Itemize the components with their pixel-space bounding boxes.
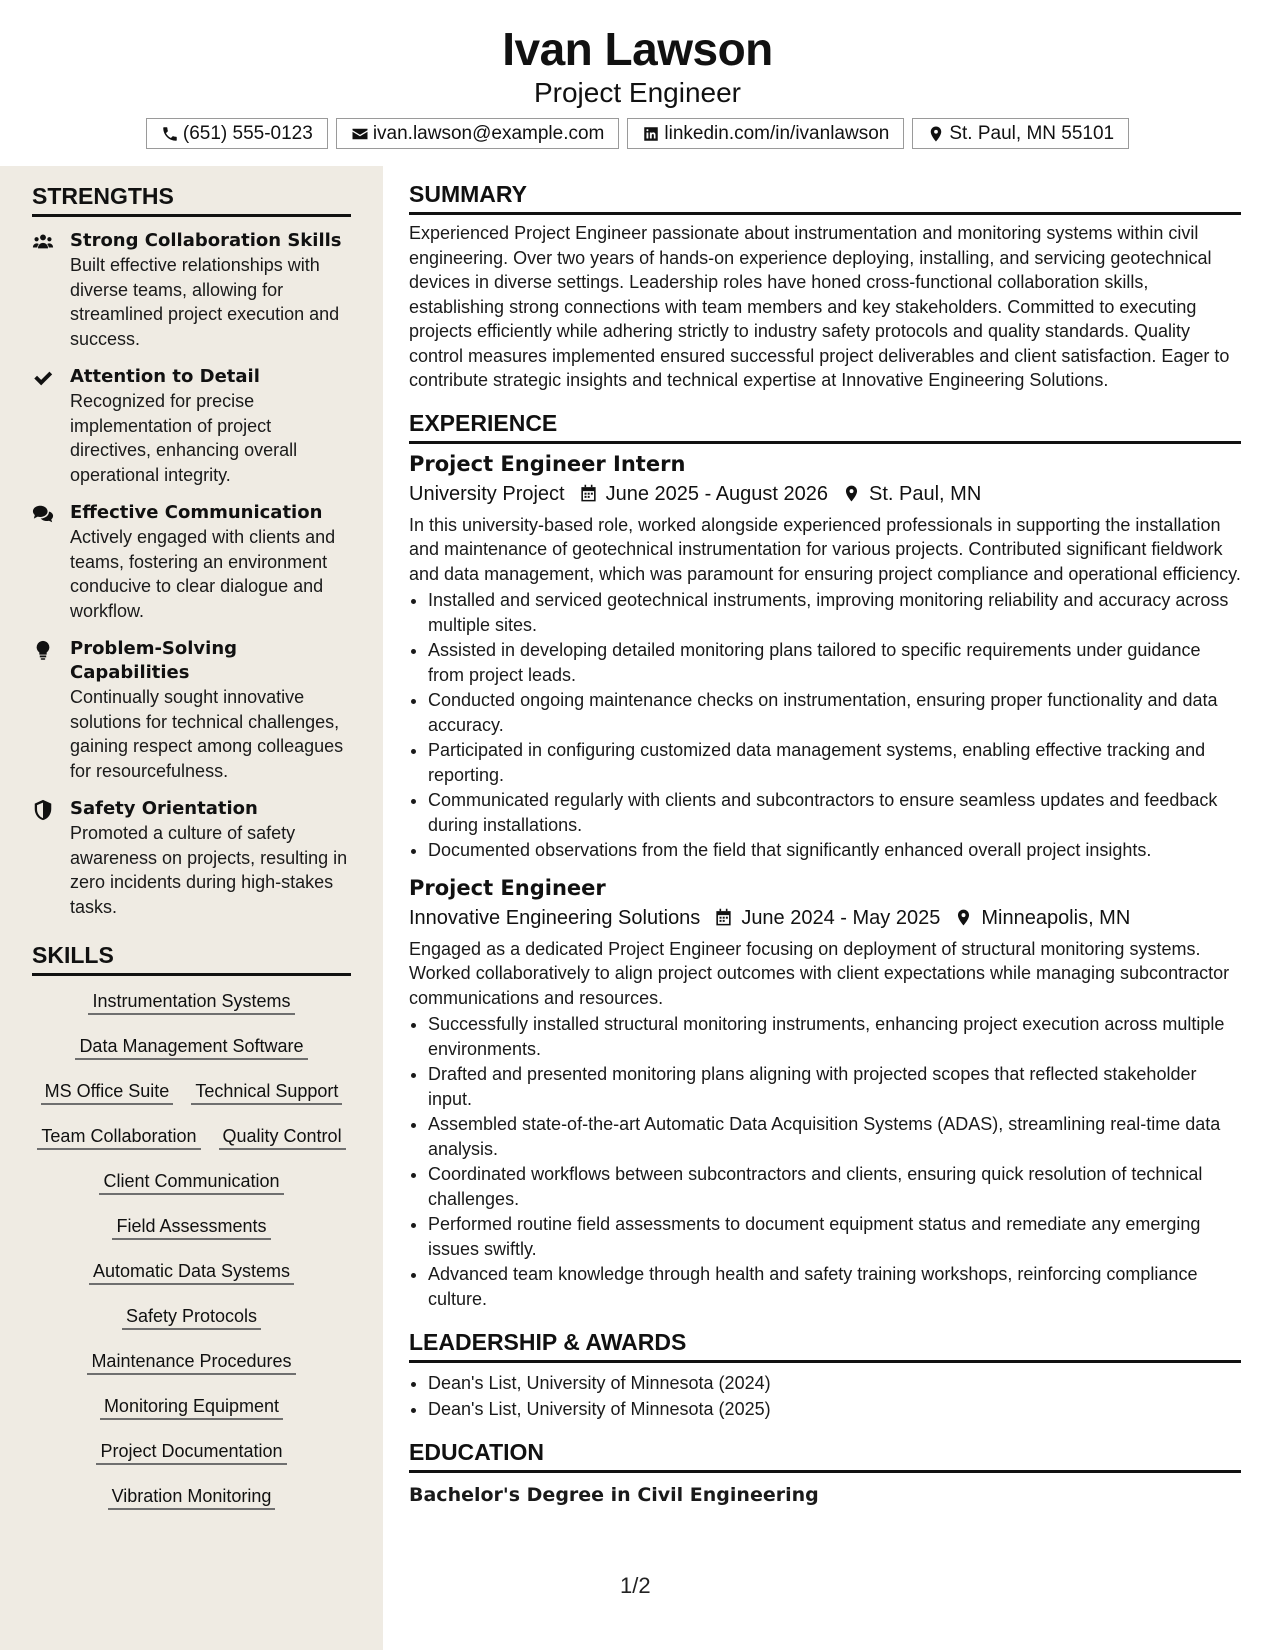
map-pin-icon (927, 125, 945, 143)
main-content (409, 178, 1241, 1509)
contact-bar (0, 118, 1275, 149)
education-degree: Bachelor's Degree in Civil Engineering (409, 1484, 819, 1506)
skill-tag: Project Documentation (96, 1440, 286, 1465)
job-org: University Project (409, 482, 565, 505)
job-title: Project Engineer (409, 875, 606, 900)
contact-phone[interactable] (146, 118, 328, 149)
list-item: • Successfully installed structural monitoring instruments, enhancing project execution across multiple environments. (428, 1012, 1241, 1061)
list-item: • Coordinated workflows between subcontractors and clients, ensuring quick resolution of technical challenges. (428, 1162, 1241, 1211)
job-location: Minneapolis, MN (981, 906, 1131, 929)
awards-list (409, 1371, 1241, 1421)
job-description: In this university-based role, worked alongside experienced professionals in supporting the installation and maintenance of geotechnical instrumentation for various projects. Contributed significant fieldwork and data management, which was paramount for ensuring project compliance and operational efficiency. (409, 514, 1241, 584)
strength-item (32, 229, 353, 351)
skill-tag: Team Collaboration (37, 1125, 200, 1150)
list-item: • Assisted in developing detailed monitoring plans tailored to specific requirements under guidance from project leads. (428, 638, 1241, 687)
job-org: Innovative Engineering Solutions (409, 906, 701, 929)
summary-text: Experienced Project Engineer passionate about instrumentation and monitoring systems within civil engineering. Over two years of hands-on experience deploying, installing, and servicing geotechnical devices in diverse settings. Leadership roles have honed cross-functional collaboration skills, establishing strong connections with team members and key stakeholders. Committed to executing projects efficiently while adhering strictly to industry safety protocols and quality standards. Quality control measures implemented ensured successful project deliverables and client satisfaction. Eager to contribute strategic insights and technical expertise at Innovative Engineering Solutions. (409, 223, 1230, 390)
strength-desc: Built effective relationships with diverse teams, allowing for streamlined project execution and success. (70, 255, 340, 349)
skill-tag: Data Management Software (75, 1035, 307, 1060)
skill-tag: MS Office Suite (41, 1080, 174, 1105)
skill-tag: Vibration Monitoring (108, 1485, 276, 1510)
sidebar (0, 166, 383, 1650)
users-icon (32, 231, 54, 253)
skill-tag: Quality Control (219, 1125, 346, 1150)
job-bullets (409, 1012, 1241, 1311)
skills-heading: SKILLS (32, 939, 351, 976)
calendar-icon (579, 484, 598, 503)
strength-item (32, 365, 353, 487)
strength-title: Problem-Solving Capabilities (70, 638, 238, 683)
envelope-icon (351, 125, 369, 143)
skill-tag: Client Communication (99, 1170, 283, 1195)
list-item: • Communicated regularly with clients and subcontractors to ensure seamless updates and feedback during installations. (428, 788, 1241, 837)
job-bullets (409, 588, 1241, 863)
skill-tag: Monitoring Equipment (100, 1395, 283, 1420)
skill-tag: Instrumentation Systems (88, 990, 294, 1015)
strength-desc: Actively engaged with clients and teams, fostering an environment conducive to clear dialogue and workflow. (70, 527, 336, 621)
job-entry (409, 874, 1241, 1312)
job-title: Project Engineer Intern (409, 451, 686, 476)
map-pin-icon (954, 908, 973, 927)
strengths-heading: STRENGTHS (32, 180, 351, 217)
checkmark-icon (32, 367, 54, 389)
strength-item (32, 501, 353, 623)
skill-tag: Field Assessments (112, 1215, 270, 1240)
list-item: • Dean's List, University of Minnesota (2024) (428, 1371, 1241, 1396)
strength-item (32, 797, 353, 919)
list-item: • Installed and serviced geotechnical instruments, improving monitoring reliability and accuracy across multiple sites. (428, 588, 1241, 637)
page-number: 1/2 (620, 1573, 651, 1598)
location-text: St. Paul, MN 55101 (949, 122, 1115, 144)
contact-linkedin[interactable] (627, 118, 904, 149)
candidate-role: Project Engineer (533, 77, 741, 108)
list-item: • Dean's List, University of Minnesota (2025) (428, 1397, 1241, 1422)
linkedin-text: linkedin.com/in/ivanlawson (664, 122, 890, 144)
linkedin-icon (642, 125, 660, 143)
contact-email[interactable] (336, 118, 620, 149)
chat-bubbles-icon (32, 503, 54, 525)
job-meta (409, 903, 1241, 933)
job-entry (409, 450, 1241, 863)
list-item: • Assembled state-of-the-art Automatic Data Acquisition Systems (ADAS), streamlining real-time data analysis. (428, 1112, 1241, 1161)
list-item: • Conducted ongoing maintenance checks on instrumentation, ensuring proper functionality and data accuracy. (428, 688, 1241, 737)
shield-icon (32, 799, 54, 821)
skill-tag: Automatic Data Systems (89, 1260, 294, 1285)
email-text: ivan.lawson@example.com (372, 122, 605, 144)
lightbulb-icon (32, 639, 54, 661)
skill-tag: Safety Protocols (122, 1305, 261, 1330)
experience-heading: EXPERIENCE (409, 407, 1241, 444)
job-dates: June 2025 - August 2026 (605, 482, 829, 505)
list-item: • Participated in configuring customized data management systems, enabling effective tracking and reporting. (428, 738, 1241, 787)
contact-location[interactable] (912, 118, 1129, 149)
job-dates: June 2024 - May 2025 (741, 906, 941, 929)
strength-desc: Promoted a culture of safety awareness on projects, resulting in zero incidents during high-stakes tasks. (70, 823, 348, 917)
strength-title: Safety Orientation (70, 798, 258, 819)
job-description: Engaged as a dedicated Project Engineer focusing on deployment of structural monitoring systems. Worked collaboratively to align project outcomes with client expectations while managing subcontractor communications and resources. (409, 938, 1230, 1008)
strength-desc: Recognized for precise implementation of project directives, enhancing overall operational integrity. (70, 391, 298, 485)
job-meta (409, 479, 1241, 509)
strengths-list (32, 229, 353, 919)
strength-title: Strong Collaboration Skills (70, 230, 342, 251)
map-pin-icon (842, 484, 861, 503)
phone-icon (161, 125, 179, 143)
list-item: • Performed routine field assessments to document equipment status and remediate any emerging issues swiftly. (428, 1212, 1241, 1261)
awards-heading: LEADERSHIP & AWARDS (409, 1326, 1241, 1363)
candidate-name: Ivan Lawson (502, 23, 773, 75)
skill-tag: Maintenance Procedures (87, 1350, 295, 1375)
list-item: • Drafted and presented monitoring plans aligning with projected scopes that reflected stakeholder input. (428, 1062, 1241, 1111)
strength-title: Effective Communication (70, 502, 323, 523)
list-item: • Documented observations from the field that significantly enhanced overall project insights. (428, 838, 1241, 863)
skill-tag: Technical Support (191, 1080, 342, 1105)
strength-desc: Continually sought innovative solutions for technical challenges, gaining respect among colleagues for resourcefulness. (70, 687, 344, 781)
skills-list (32, 990, 351, 1510)
list-item: • Advanced team knowledge through health and safety training workshops, reinforcing compliance culture. (428, 1262, 1241, 1311)
calendar-icon (714, 908, 733, 927)
strength-title: Attention to Detail (70, 366, 260, 387)
strength-item (32, 637, 353, 783)
education-heading: EDUCATION (409, 1436, 1241, 1473)
job-location: St. Paul, MN (869, 482, 982, 505)
summary-heading: SUMMARY (409, 178, 1241, 215)
phone-text: (651) 555-0123 (182, 122, 313, 144)
resume-header (0, 0, 1275, 149)
